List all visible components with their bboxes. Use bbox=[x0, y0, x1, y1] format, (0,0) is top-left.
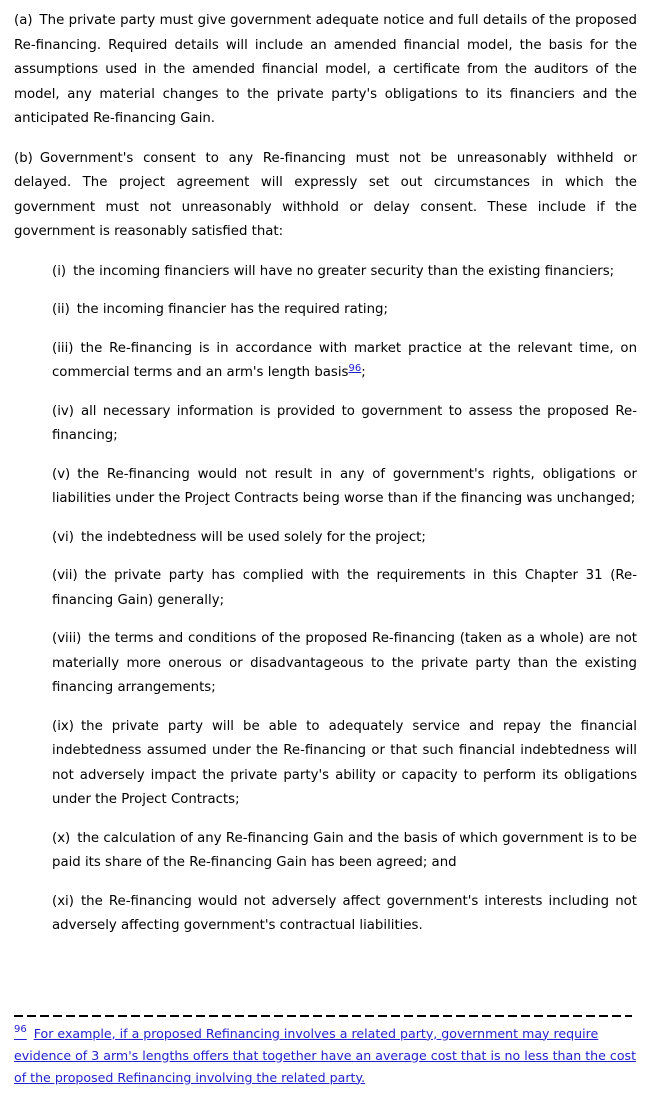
subitem-xi-label: (xi) bbox=[52, 893, 74, 909]
paragraph-a bbox=[14, 9, 637, 132]
subitem-x-text: the calculation of any Re-financing Gain and the basis of which government is to be paid its share of the Re-financing Gain has been agreed; and bbox=[52, 830, 637, 870]
subitem-i-label: (i) bbox=[52, 263, 67, 279]
subitem-i-text: the incoming financiers will have no greater security than the existing financiers; bbox=[73, 263, 615, 279]
subitem-ix-label: (ix) bbox=[52, 718, 74, 734]
paragraph-a-text: The private party must give government adequate notice and full details of the proposed Re-financing. Required details will include an amended financial model, the basis for the assumptions used in the amended financial model, a certificate from the auditors of the model, any material changes to the private party's obligations to its financiers and the anticipated Re-financing Gain. bbox=[14, 13, 637, 126]
subitem-viii-label: (viii) bbox=[52, 631, 82, 646]
subitem-viii bbox=[52, 627, 637, 701]
subitem-vii-text: the private party has complied with the requirements in this Chapter 31 (Re-financing Gain) generally; bbox=[52, 568, 637, 608]
subitem-ii-text: the incoming financier has the required rating; bbox=[76, 302, 388, 317]
subitem-iv-text: all necessary information is provided to government to assess the proposed Re-financing; bbox=[52, 403, 637, 443]
subitem-v bbox=[52, 463, 637, 512]
subitem-ii bbox=[52, 298, 637, 323]
subitem-i bbox=[52, 260, 637, 285]
subitem-vii-label: (vii) bbox=[52, 568, 78, 583]
subitem-v-label: (v) bbox=[52, 466, 71, 482]
subitem-iii-text: the Re-financing is in accordance with market practice at the relevant time, on commercial terms and an arm's length basis bbox=[52, 340, 637, 380]
subitem-viii-text: the terms and conditions of the proposed Re-financing (taken as a whole) are not materially more onerous or disadvantageous to the private party than the existing financing arrangements; bbox=[52, 631, 637, 695]
paragraph-b bbox=[14, 147, 637, 245]
footnote-text: For example, if a proposed Refinancing involves a related party, government may require evidence of 3 arm's lengths offers that together have an average cost that is no less than the cost of the proposed Refinancing involving the related party. bbox=[14, 1025, 637, 1085]
subitem-x-label: (x) bbox=[52, 830, 71, 846]
subitem-iii-label: (iii) bbox=[52, 340, 74, 356]
subitem-ix bbox=[52, 715, 637, 813]
footnote-number: 96 bbox=[14, 1024, 27, 1036]
subitem-vi bbox=[52, 526, 637, 551]
subitem-xi bbox=[52, 890, 637, 939]
footnote-link[interactable] bbox=[14, 1026, 636, 1085]
subitem-vii bbox=[52, 564, 637, 613]
footnote-ref-link[interactable]: 96 bbox=[348, 362, 362, 374]
subitem-v-text: the Re-financing would not result in any of government's rights, obligations or liabilities under the Project Contracts being worse than if the financing was unchanged; bbox=[52, 466, 637, 506]
subitem-iv-label: (iv) bbox=[52, 403, 74, 419]
subitem-iii-text-after: ; bbox=[361, 365, 366, 380]
footnote-separator-line bbox=[14, 1015, 632, 1017]
paragraph-b-label: (b) bbox=[14, 150, 33, 166]
paragraph-b-text: Government's consent to any Re-financing must not be unreasonably withheld or delayed. The project agreement will expressly set out circumstances in which the government must not unreasonably withhold or delay consent. These include if the government is reasonably satisfied that: bbox=[14, 150, 637, 239]
subitem-iii bbox=[52, 337, 637, 386]
paragraph-a-label: (a) bbox=[14, 13, 33, 28]
subitem-xi-text: the Re-financing would not adversely affect government's interests including not adversely affecting government's contractual liabilities. bbox=[52, 893, 637, 933]
subitem-ix-text: the private party will be able to adequately service and repay the financial indebtedness assumed under the Re-financing or that such financial indebtedness will not adversely impact the private party's ability or capacity to perform its obligations under the Project Contracts; bbox=[52, 718, 637, 807]
subitem-vi-text: the indebtedness will be used solely for the project; bbox=[80, 529, 426, 545]
subitem-ii-label: (ii) bbox=[52, 302, 70, 317]
subitem-vi-label: (vi) bbox=[52, 529, 74, 545]
subitem-iv bbox=[52, 400, 637, 449]
footnote-96 bbox=[14, 1023, 637, 1089]
subitem-x bbox=[52, 827, 637, 876]
